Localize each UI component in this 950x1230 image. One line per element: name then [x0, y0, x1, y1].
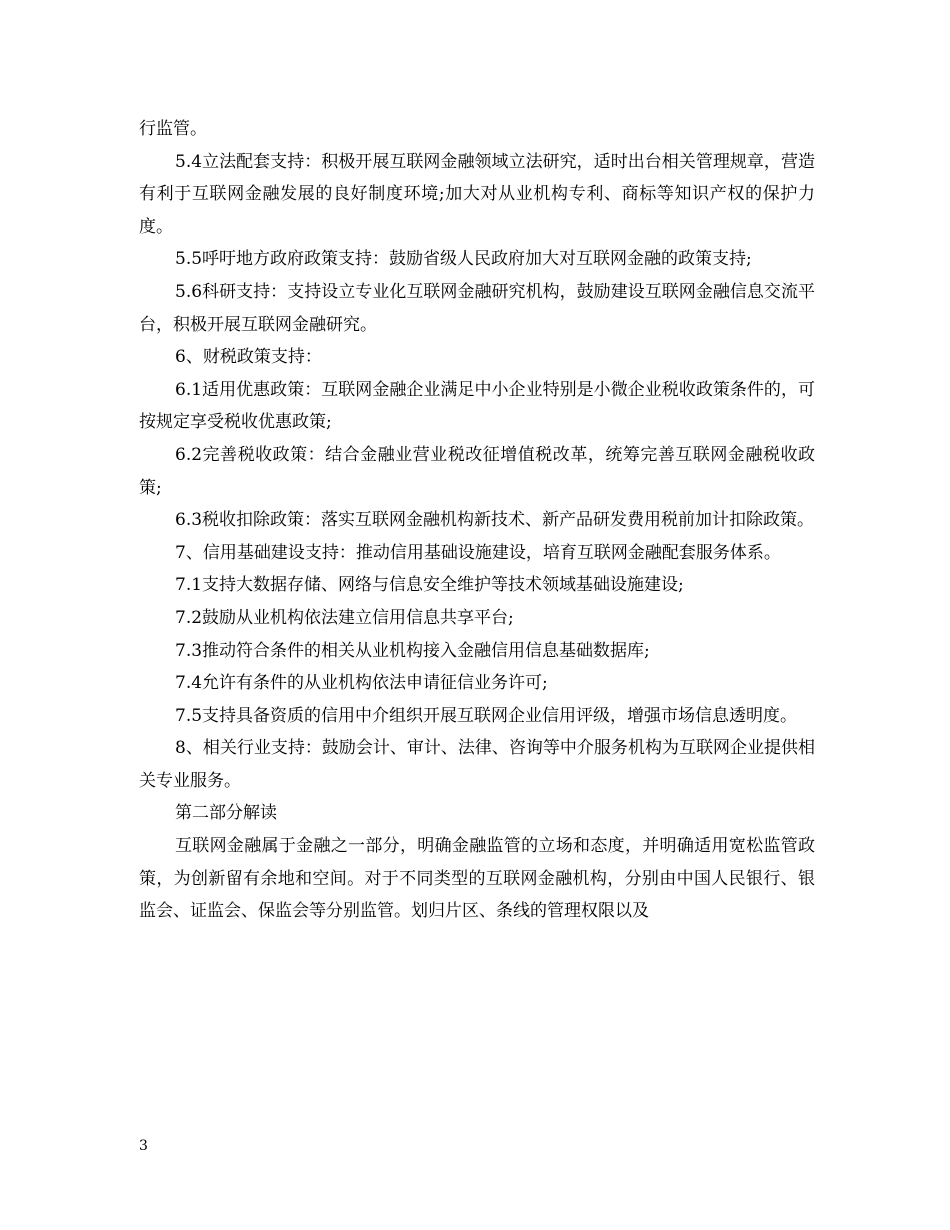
paragraph: 6.2完善税收政策：结合金融业营业税改征增值税改革，统筹完善互联网金融税收政策;: [139, 444, 815, 498]
paragraph: 6.1适用优惠政策：互联网金融企业满足中小企业特别是小微企业税收政策条件的，可按规定享受税收优惠政策;: [139, 379, 815, 433]
paragraph: 5.4立法配套支持：积极开展互联网金融领域立法研究，适时出台相关管理规章，营造有利于互联网金融发展的良好制度环境;加大对从业机构专利、商标等知识产权的保护力度。: [139, 151, 815, 237]
document-body: [139, 113, 815, 928]
paragraph: 7.3推动符合条件的相关从业机构接入金融信用信息基础数据库;: [175, 640, 650, 661]
paragraph: 7.5支持具备资质的信用中介组织开展互联网企业信用评级，增强市场信息透明度。: [175, 705, 798, 726]
page-number: 3: [139, 1138, 148, 1154]
paragraph: 5.6科研支持：支持设立专业化互联网金融研究机构，鼓励建设互联网金融信息交流平台，积极开展互联网金融研究。: [139, 281, 815, 335]
paragraph: 行监管。: [139, 119, 207, 139]
paragraph: 6.3税收扣除政策：落实互联网金融机构新技术、新产品研发费用税前加计扣除政策。: [175, 510, 815, 531]
part-heading: 第二部分解读: [175, 803, 277, 824]
paragraph: 7.4允许有条件的从业机构依法申请征信业务许可;: [175, 673, 548, 694]
paragraph: 5.5呼吁地方政府政策支持：鼓励省级人民政府加大对互联网金融的政策支持;: [175, 249, 752, 270]
section-heading: 8、相关行业支持：鼓励会计、审计、法律、咨询等中介服务机构为互联网企业提供相关专业服务。: [139, 738, 815, 791]
section-heading: 7、信用基础建设支持：推动信用基础设施建设，培育互联网金融配套服务体系。: [175, 542, 781, 563]
section-heading: 6、财税政策支持：: [175, 347, 322, 368]
paragraph: 互联网金融属于金融之一部分，明确金融监管的立场和态度，并明确适用宽松监管政策，为创新留有余地和空间。对于不同类型的互联网金融机构，分别由中国人民银行、银监会、证监会、保监会等分别监管。划归片区、条线的管理权限以及: [139, 836, 815, 922]
paragraph: 7.1支持大数据存储、网络与信息安全维护等技术领域基础设施建设;: [175, 575, 684, 596]
paragraph: 7.2鼓励从业机构依法建立信用信息共享平台;: [175, 607, 514, 628]
